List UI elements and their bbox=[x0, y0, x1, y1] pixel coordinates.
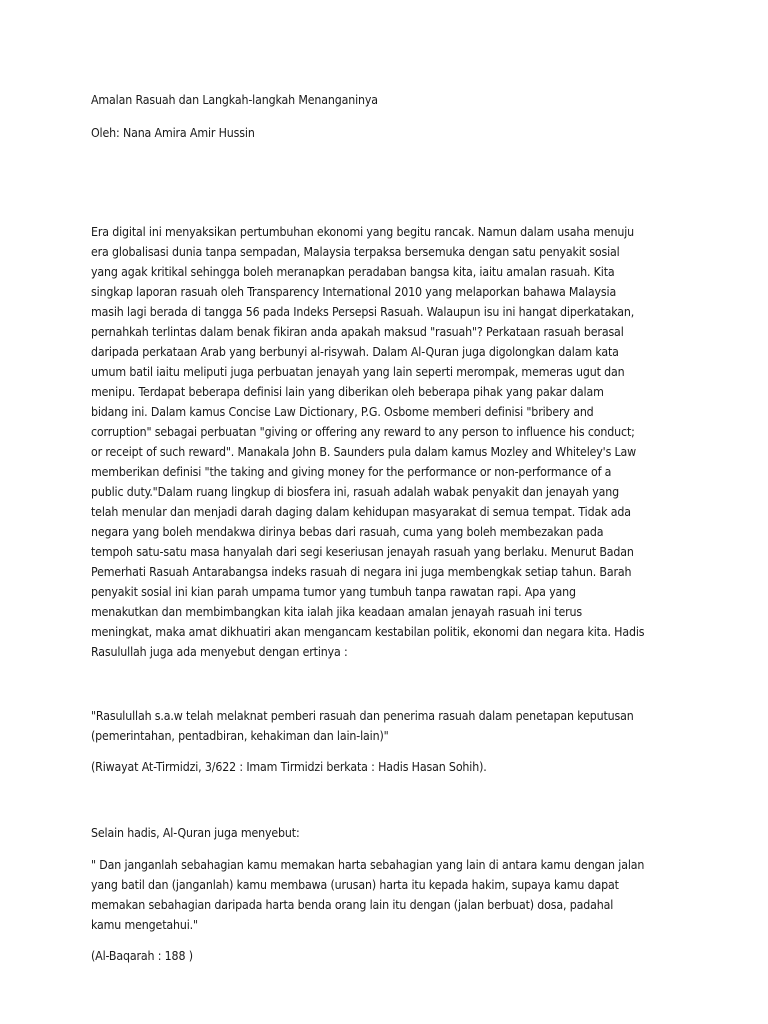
paragraph-line: menipu. Terdapat beberapa definisi lain yang diberikan oleh beberapa pihak yang pakar dalam bbox=[91, 385, 604, 399]
paragraph-line: masih lagi berada di tangga 56 pada Indeks Persepsi Rasuah. Walaupun isu ini hangat diperkatakan, bbox=[91, 305, 635, 319]
paragraph-line: daripada perkataan Arab yang berbunyi al-risywah. Dalam Al-Quran juga digolongkan dalam kata bbox=[91, 345, 619, 359]
quote-line: memakan sebahagian daripada harta benda orang lain itu dengan (jalan berbuat) dosa, padahal bbox=[91, 898, 614, 912]
paragraph-line: singkap laporan rasuah oleh Transparency International 2010 yang melaporkan bahawa Malaysia bbox=[91, 285, 617, 299]
paragraph-line: era globalisasi dunia tanpa sempadan, Malaysia terpaksa bersemuka dengan satu penyakit sosial bbox=[91, 245, 620, 259]
quote-line: " Dan janganlah sebahagian kamu memakan harta sebahagian yang lain di antara kamu dengan jalan bbox=[91, 858, 645, 872]
quran-source bbox=[91, 946, 193, 966]
citation-text: (Riwayat At-Tirmidzi, 3/622 : Imam Tirmidzi berkata : Hadis Hasan Sohih). bbox=[91, 760, 487, 774]
paragraph-line: meningkat, maka amat dikhuatiri akan mengancam kestabilan politik, ekonomi dan negara kita. Hadis bbox=[91, 625, 645, 639]
paragraph-line: telah menular dan menjadi darah daging dalam kehidupan masyarakat di semua tempat. Tidak ada bbox=[91, 505, 631, 519]
quran-intro bbox=[91, 823, 300, 843]
paragraph-line: public duty."Dalam ruang lingkup di biosfera ini, rasuah adalah wabak penyakit dan jenayah yang bbox=[91, 485, 620, 499]
quran-quote bbox=[91, 855, 644, 935]
quote-line: "Rasulullah s.a.w telah melaknat pemberi rasuah dan penerima rasuah dalam penetapan keputusan bbox=[91, 709, 634, 723]
citation-text: (Al-Baqarah : 188 ) bbox=[91, 949, 193, 963]
paragraph-line: tempoh satu-satu masa hanyalah dari segi keseriusan jenayah rasuah yang berlaku. Menurut Badan bbox=[91, 545, 634, 559]
paragraph-line: Era digital ini menyaksikan pertumbuhan ekonomi yang begitu rancak. Namun dalam usaha menuju bbox=[91, 225, 634, 239]
hadith-quote bbox=[91, 706, 634, 746]
paragraph-line: bidang ini. Dalam kamus Concise Law Dictionary, P.G. Osbome memberi definisi "bribery and bbox=[91, 405, 594, 419]
title-text: Amalan Rasuah dan Langkah-langkah Menanganinya bbox=[91, 93, 378, 107]
paragraph-line: pernahkah terlintas dalam benak fikiran anda apakah maksud "rasuah"? Perkataan rasuah berasal bbox=[91, 325, 624, 339]
quote-line: yang batil dan (janganlah) kamu membawa (urusan) harta itu kepada hakim, supaya kamu dapat bbox=[91, 878, 619, 892]
body-paragraph-1 bbox=[91, 222, 644, 662]
paragraph-line: or receipt of such reward". Manakala John B. Saunders pula dalam kamus Mozley and Whiteley's Law bbox=[91, 445, 637, 459]
paragraph-line: yang agak kritikal sehingga boleh meranapkan peradaban bangsa kita, iaitu amalan rasuah. Kita bbox=[91, 265, 615, 279]
author-text: Oleh: Nana Amira Amir Hussin bbox=[91, 126, 255, 140]
paragraph-line: menakutkan dan membimbangkan kita ialah jika keadaan amalan jenayah rasuah ini terus bbox=[91, 605, 582, 619]
paragraph-line: corruption" sebagai perbuatan "giving or offering any reward to any person to influence his conduct; bbox=[91, 425, 635, 439]
document-title bbox=[91, 90, 378, 110]
paragraph-line: negara yang boleh mendakwa dirinya bebas dari rasuah, cuma yang boleh membezakan pada bbox=[91, 525, 604, 539]
paragraph-line: memberikan definisi "the taking and giving money for the performance or non-performance of a bbox=[91, 465, 612, 479]
quote-line: kamu mengetahui." bbox=[91, 918, 198, 932]
hadith-source bbox=[91, 757, 487, 777]
paragraph-line: Pemerhati Rasuah Antarabangsa indeks rasuah di negara ini juga membengkak setiap tahun. Barah bbox=[91, 565, 632, 579]
paragraph-line: Rasulullah juga ada menyebut dengan ertinya : bbox=[91, 645, 348, 659]
paragraph-line: penyakit sosial ini kian parah umpama tumor yang tumbuh tanpa rawatan rapi. Apa yang bbox=[91, 585, 576, 599]
quote-line: (pemerintahan, pentadbiran, kehakiman dan lain-lain)" bbox=[91, 729, 389, 743]
document-author bbox=[91, 123, 255, 143]
intro-text: Selain hadis, Al-Quran juga menyebut: bbox=[91, 826, 300, 840]
paragraph-line: umum batil iaitu meliputi juga perbuatan jenayah yang lain seperti merompak, memeras ugut dan bbox=[91, 365, 625, 379]
